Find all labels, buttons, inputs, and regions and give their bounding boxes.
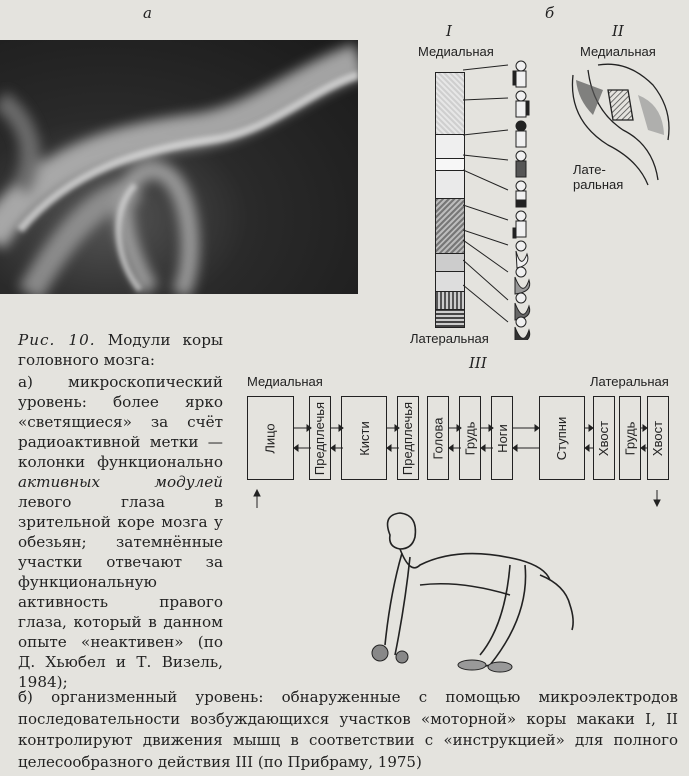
strip-seg [436, 199, 464, 254]
chain-medial-label: Медиальная [247, 374, 323, 389]
brain-surface-diagram [568, 60, 683, 190]
strip-seg [436, 73, 464, 135]
strip-seg [436, 254, 464, 272]
chain-box-label: Грудь [462, 421, 478, 455]
lateral-label-2-line1: Лате- [573, 162, 606, 177]
walking-monkey-illustration [360, 505, 600, 685]
caption-a-text-2: левого глаза в зрительной коре мозга у обезьян; затемнённые участки отвечают за функциональную активность правого глаза, который в данном опыте «неактивен» (по Д. Хьюбел и Т. Визель, 1984); [18, 493, 223, 691]
chain-box-label: Предплечья [312, 401, 328, 475]
strip-seg [436, 171, 464, 199]
chain-lateral-label: Латеральная [590, 374, 669, 389]
monkey-figures-column [463, 60, 563, 340]
micrograph-image [0, 40, 358, 294]
roman-label-3: III [469, 354, 487, 372]
lateral-label-2-line2: ральная [573, 177, 624, 192]
caption-a-text: а) микроскопический уровень: более ярко «светящиеся» за счёт радиоактивной метки — колонки функционально [18, 373, 223, 471]
medial-label-1: Медиальная [418, 44, 494, 59]
caption-a-emphasis: активных модулей [18, 473, 223, 491]
strip-seg [436, 310, 464, 327]
lateral-label-1: Латеральная [410, 331, 489, 346]
caption-title: Рис. 10. [18, 331, 96, 349]
chain-box-label: Ноги [494, 423, 510, 453]
caption-title-rest: Модули коры головного мозга: [18, 331, 223, 369]
roman-label-2: II [612, 22, 624, 40]
strip-seg [436, 292, 464, 310]
hand-mark [396, 651, 408, 663]
strip-seg [436, 272, 464, 292]
hand-mark [372, 645, 388, 661]
figure-label-b: б [545, 4, 555, 22]
roman-label-1: I [446, 22, 452, 40]
chain-box-label: Ступни [554, 416, 570, 460]
chain-box-label: Предплечья [400, 401, 416, 475]
foot-mark [488, 662, 512, 672]
foot-mark [458, 660, 486, 670]
motor-sequence-chain [247, 390, 677, 520]
medial-label-2: Медиальная [580, 44, 656, 59]
caption-b-text: б) организменный уровень: обнаруженные с помощью микроэлектродов последовательности возбуждающихся участков «моторной» коры макаки I, II контролируют движения мышц в соответствии с «инструкцией» для полного целесообразного действия III (по Прибраму, 1975) [18, 688, 678, 771]
chain-box-label: Голова [430, 416, 446, 460]
figure-caption [18, 330, 223, 692]
cortex-strip [435, 72, 465, 328]
chain-box-label: Кисти [356, 420, 372, 456]
chain-box-label: Лицо [262, 422, 278, 454]
strip-seg [436, 159, 464, 171]
chain-box-label: Хвост [650, 420, 666, 456]
figure-label-a: а [143, 4, 152, 22]
chain-box-label: Хвост [596, 420, 612, 456]
strip-seg [436, 135, 464, 159]
chain-box-label: Грудь [622, 421, 638, 455]
chain-arrows [247, 390, 677, 520]
